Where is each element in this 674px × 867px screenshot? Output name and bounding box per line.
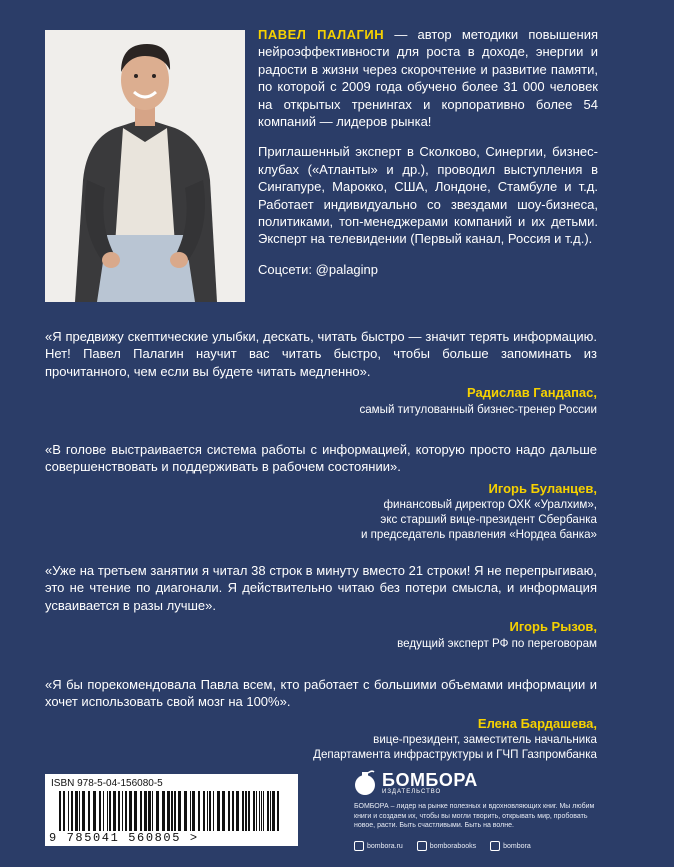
barcode-bar xyxy=(113,791,116,831)
publisher-subtitle: ИЗДАТЕЛЬСТВО xyxy=(382,789,442,795)
barcode-bar xyxy=(236,791,239,831)
vk-icon xyxy=(417,841,427,851)
quote-text: «Я предвижу скептические улыбки, дескать, читать быстро — значит терять информацию. Нет! Павел Палагин научит вас читать быстро, чтобы больше запоминать из прочитанного, чем если вы будете читать медленно». xyxy=(45,329,597,379)
quote-author-role: экс старший вице-президент Сбербанка xyxy=(380,513,597,527)
barcode-bar xyxy=(167,791,170,831)
barcode-bar xyxy=(148,791,151,831)
barcode-bar xyxy=(174,791,176,831)
barcode-bar xyxy=(68,791,69,831)
barcode-bar xyxy=(129,791,132,831)
barcode-bar xyxy=(261,791,262,831)
author-photo xyxy=(45,30,245,302)
link-label: bomborabooks xyxy=(429,842,477,850)
barcode-bar xyxy=(198,791,200,831)
author-bio xyxy=(258,26,598,291)
publisher-link-site[interactable] xyxy=(354,841,403,851)
barcode-bar xyxy=(209,791,211,831)
barcode-bar xyxy=(232,791,234,831)
barcode-bar xyxy=(134,791,137,831)
quote-author-role: финансовый директор ОХК «Уралхим», xyxy=(383,498,597,512)
barcode-bar xyxy=(270,791,271,831)
barcode-bar xyxy=(79,791,80,831)
barcode-bar xyxy=(144,791,147,831)
bio-socials: Соцсети: @palaginp xyxy=(258,261,379,277)
author-photo-illustration xyxy=(45,30,245,302)
quote-author-role: и председатель правления «Нордеа банка» xyxy=(360,528,597,542)
globe-icon xyxy=(354,841,364,851)
barcode-bar xyxy=(190,791,191,831)
quote-text: «Уже на третьем занятии я читал 38 строк в минуту вместо 21 строки! Я не перепрыгиваю, это не чтение по диагонали. Я действительно читаю без потери смысла, и информация усваивается в разы лучше». xyxy=(45,563,597,613)
quote-block xyxy=(45,562,597,651)
barcode-bar xyxy=(109,791,111,831)
barcode-bar xyxy=(171,791,173,831)
barcode-bar xyxy=(259,791,260,831)
barcode-bar xyxy=(71,791,73,831)
barcode-bar xyxy=(245,791,247,831)
barcode-bar xyxy=(178,791,181,831)
barcode-bar xyxy=(93,791,96,831)
barcode-bar xyxy=(263,791,264,831)
publisher-links xyxy=(354,841,598,851)
barcode-bar xyxy=(75,791,78,831)
author-name: ПАВЕЛ ПАЛАГИН xyxy=(258,27,385,42)
publisher-logo xyxy=(354,770,598,796)
barcode-digits: 9 785041 560805 > xyxy=(49,831,199,845)
barcode-bar xyxy=(248,791,250,831)
quote-block xyxy=(45,441,597,542)
barcode-bar xyxy=(213,791,214,831)
publisher-slogan: БОМБОРА – лидер на рынке полезных и вдохновляющих книг. Мы любим книги и создаем их, чтобы вы могли творить, открывать мир, пробовать новое, расти. Быть счастливыми. Быть на волне. xyxy=(354,803,595,830)
publisher-block xyxy=(354,770,598,851)
link-label: bombora.ru xyxy=(367,842,403,850)
quote-author-role: самый титулованный бизнес-тренер России xyxy=(359,402,597,416)
quote-block xyxy=(45,676,597,762)
barcode-bar xyxy=(118,791,120,831)
barcode-bar xyxy=(82,791,85,831)
barcode-bar xyxy=(140,791,142,831)
barcode-bar xyxy=(125,791,127,831)
isbn-number: ISBN 978-5-04-156080-5 xyxy=(51,778,163,789)
barcode-bar xyxy=(122,791,123,831)
barcode-bars xyxy=(53,791,293,831)
barcode-bar xyxy=(272,791,275,831)
link-label: bombora xyxy=(503,842,531,850)
bio-intro-text: — автор методики повышения нейроэффективности для роста в доходе, энергии и радости в жизни через скорочтение и развитие памяти, по которой с 2009 года обучено более 31 000 человек на открытых тренингах и корпоративно более 54 компаний — лидеров рынка! xyxy=(258,27,598,130)
quote-author: Игорь Рызов, xyxy=(509,619,597,635)
quote-author: Елена Бардашева, xyxy=(477,715,597,731)
quote-author-role: вице-президент, заместитель начальника xyxy=(373,733,597,747)
barcode-bar xyxy=(103,791,104,831)
barcode-bar xyxy=(217,791,220,831)
barcode-bar xyxy=(256,791,257,831)
quote-author-role: Департамента инфраструктуры и ГЧП Газпромбанка xyxy=(313,748,597,762)
barcode-bar xyxy=(192,791,195,831)
barcode-bar xyxy=(156,791,159,831)
bio-intro xyxy=(258,26,598,130)
publisher-link-vk[interactable] xyxy=(417,841,476,851)
quote-author-role: ведущий эксперт РФ по переговорам xyxy=(397,636,597,650)
quote-author: Игорь Буланцев, xyxy=(488,480,597,496)
barcode-bar xyxy=(162,791,165,831)
bomb-icon xyxy=(354,770,376,796)
barcode-bar xyxy=(99,791,101,831)
quote-text: «В голове выстраивается система работы с информацией, которую просто надо дальше совершенствовать и поддерживать в рабочем состоянии». xyxy=(45,442,597,475)
barcode-bar xyxy=(63,791,65,831)
barcode-bar xyxy=(242,791,244,831)
barcode-bar xyxy=(228,791,230,831)
telegram-icon xyxy=(490,841,500,851)
barcode-bar xyxy=(253,791,255,831)
publisher-link-telegram[interactable] xyxy=(490,841,531,851)
barcode-bar xyxy=(184,791,187,831)
barcode-bar xyxy=(88,791,90,831)
quote-text: «Я бы порекомендовала Павла всем, кто работает с большими объемами информации и хочет использовать свой мозг на 100%». xyxy=(45,677,597,710)
barcode-bar xyxy=(107,791,108,831)
quote-block xyxy=(45,328,597,417)
barcode-bar xyxy=(277,791,279,831)
isbn-barcode xyxy=(45,774,298,846)
barcode-bar xyxy=(59,791,61,831)
bio-paragraph-2: Приглашенный эксперт в Сколково, Синергии, бизнес-клубах («Атланты» и др.), проводил выступления в Сингапуре, Марокко, США, Лондоне, Стамбуле и т.д. Работает индивидуально со звездами шоу-бизнеса, политиками, топ-менеджерами компаний и их детьми. Эксперт на телевидении (Первый канал, Россия и т.д.). xyxy=(258,144,598,247)
barcode-bar xyxy=(222,791,225,831)
barcode-bar xyxy=(203,791,205,831)
publisher-name: БОМБОРА xyxy=(382,770,478,790)
quote-author: Радислав Гандапас, xyxy=(467,385,597,401)
barcode-bar xyxy=(152,791,153,831)
barcode-bar xyxy=(267,791,269,831)
barcode-bar xyxy=(207,791,208,831)
